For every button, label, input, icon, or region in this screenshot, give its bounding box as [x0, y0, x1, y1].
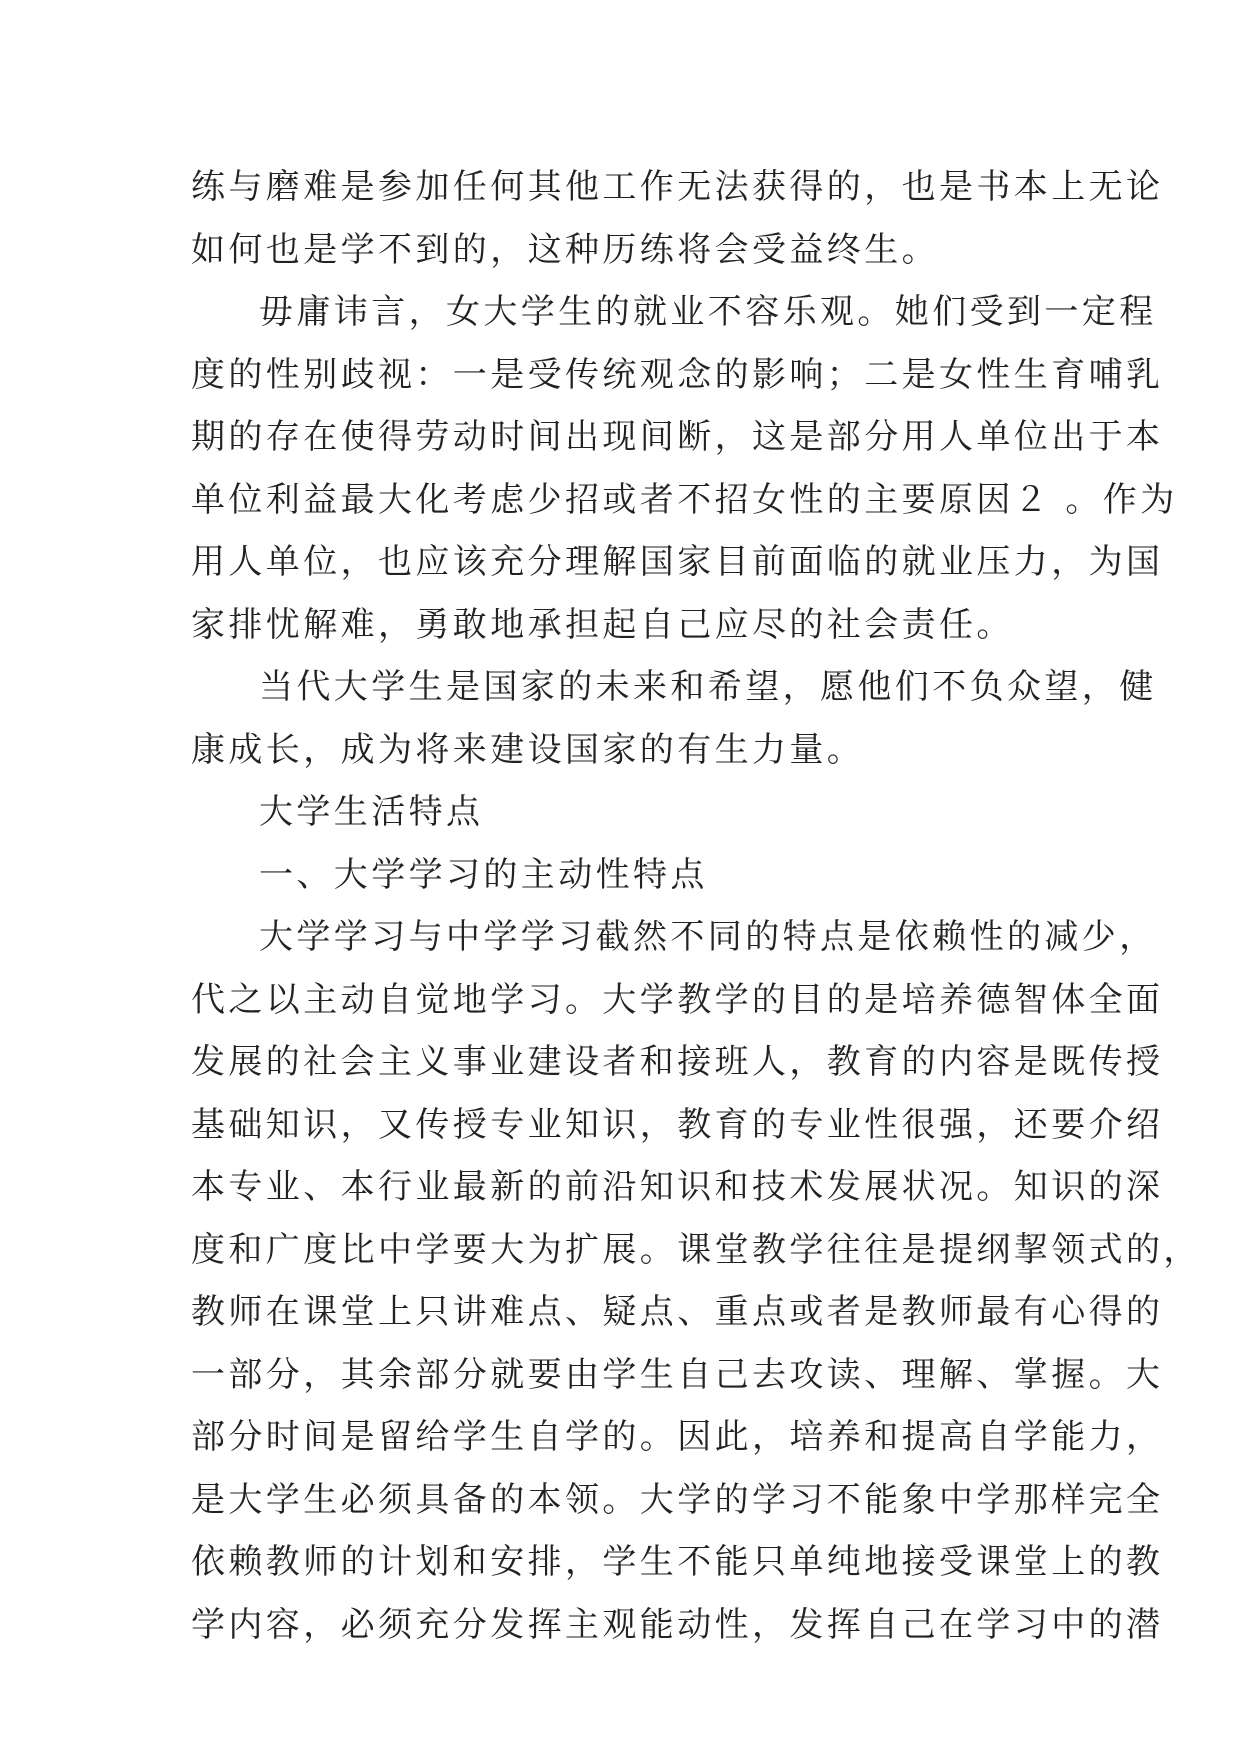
text-line: 毋庸讳言，女大学生的就业不容乐观。她们受到一定程 [259, 292, 1157, 332]
text-line: 康成长，成为将来建设国家的有生力量。 [191, 729, 865, 770]
text-line: 发展的社会主义事业建设者和接班人，教育的内容是既传授 [191, 1042, 1164, 1082]
text-line: 大学学习与中学学习截然不同的特点是依赖性的减少， [259, 917, 1157, 957]
text-line: 本专业、本行业最新的前沿知识和技术发展状况。知识的深 [191, 1167, 1164, 1207]
section-heading: 大学生活特点 [259, 792, 484, 832]
text-line: 是大学生必须具备的本领。大学的学习不能象中学那样完全 [191, 1479, 1164, 1520]
text-line: 教师在课堂上只讲难点、疑点、重点或者是教师最有心得的 [191, 1292, 1164, 1332]
text-line: 单位利益最大化考虑少招或者不招女性的主要原因２ 。作为 [191, 479, 1178, 520]
text-line: 依赖教师的计划和安排，学生不能只单纯地接受课堂上的教 [191, 1542, 1164, 1582]
text-line: 家排忧解难，勇敢地承担起自己应尽的社会责任。 [191, 604, 1014, 645]
text-line: 部分时间是留给学生自学的。因此，培养和提高自学能力， [191, 1417, 1164, 1457]
text-line: 度的性别歧视：一是受传统观念的影响；二是女性生育哺乳 [191, 354, 1164, 395]
text-line: 基础知识，又传授专业知识，教育的专业性很强，还要介绍 [191, 1104, 1164, 1145]
text-line: 度和广度比中学要大为扩展。课堂教学往往是提纲挈领式的， [191, 1229, 1201, 1270]
text-line: 如何也是学不到的，这种历练将会受益终生。 [191, 229, 939, 270]
text-line: 当代大学生是国家的未来和希望，愿他们不负众望，健 [259, 667, 1157, 707]
subsection-heading: 一、大学学习的主动性特点 [259, 854, 708, 895]
document-body [191, 156, 1201, 1656]
text-line: 用人单位，也应该充分理解国家目前面临的就业压力，为国 [191, 542, 1164, 582]
text-line: 学内容，必须充分发挥主观能动性，发挥自己在学习中的潜 [191, 1604, 1164, 1645]
text-line: 练与磨难是参加任何其他工作无法获得的，也是书本上无论 [191, 167, 1164, 207]
text-line: 期的存在使得劳动时间出现间断，这是部分用人单位出于本 [191, 417, 1164, 457]
text-line: 一部分，其余部分就要由学生自己去攻读、理解、掌握。大 [191, 1354, 1164, 1395]
text-line: 代之以主动自觉地学习。大学教学的目的是培养德智体全面 [191, 979, 1164, 1020]
